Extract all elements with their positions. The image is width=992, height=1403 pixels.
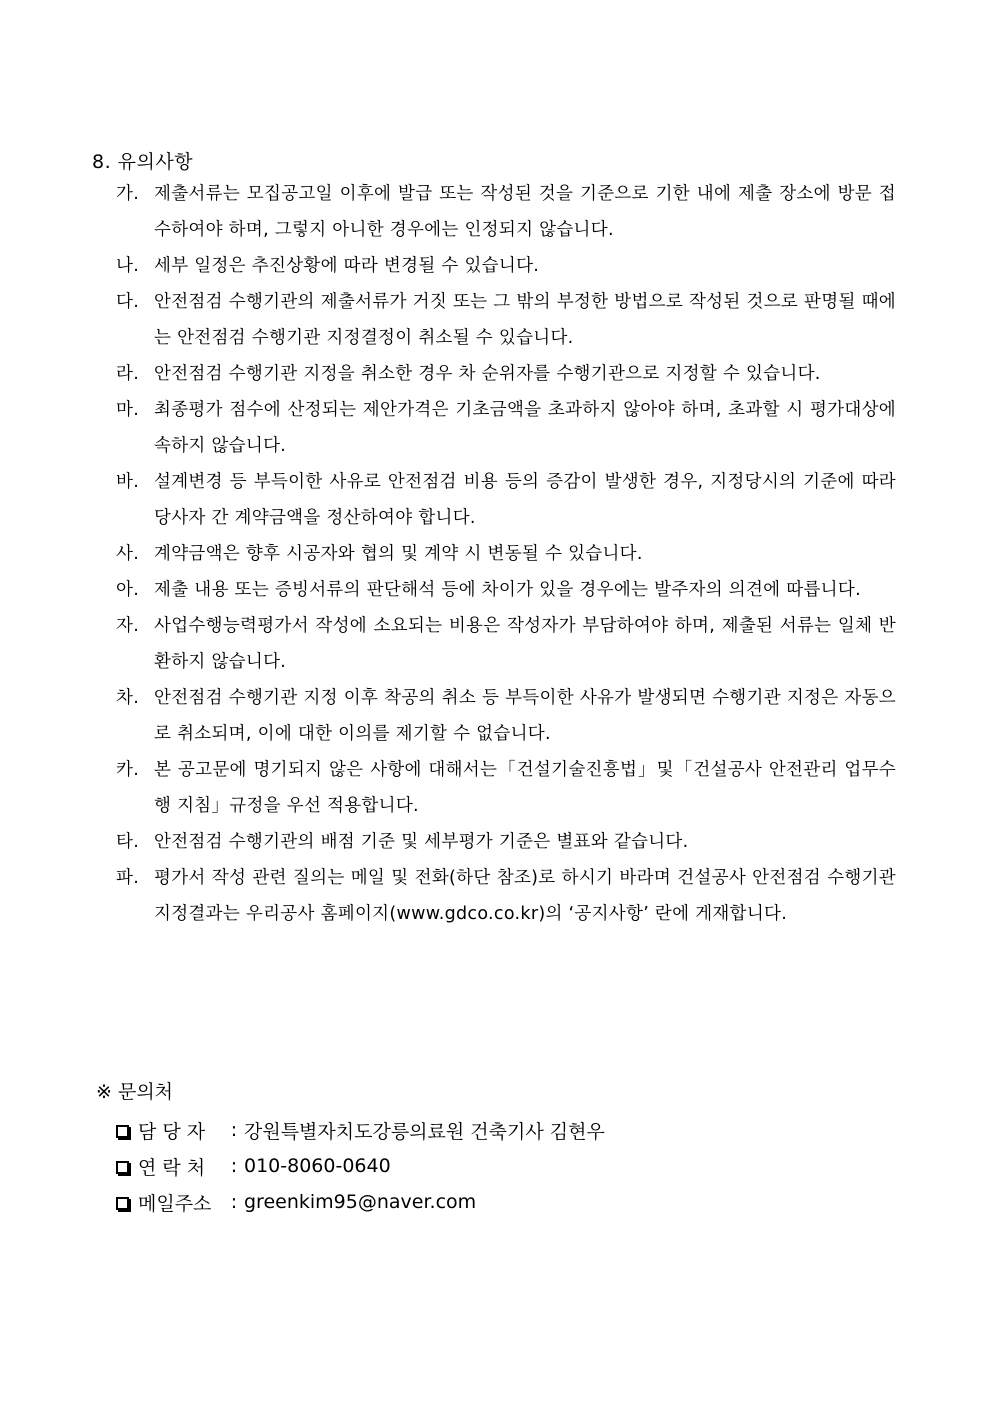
item-text: 안전점검 수행기관 지정 이후 착공의 취소 등 부득이한 사유가 발생되면 수행기관 지정은 자동으로 취소되며, 이에 대한 이의를 제기할 수 없습니다. (154, 688, 896, 744)
list-item (116, 464, 896, 536)
list-item (116, 392, 896, 464)
list-item (116, 356, 896, 392)
item-text: 세부 일정은 추진상황에 따라 변경될 수 있습니다. (154, 256, 540, 276)
item-marker: 라. (116, 364, 140, 384)
item-text: 사업수행능력평가서 작성에 소요되는 비용은 작성자가 부담하여야 하며, 제출된 서류는 일체 반환하지 않습니다. (154, 616, 896, 672)
list-item (116, 176, 896, 248)
checkbox-icon (116, 1197, 129, 1210)
item-marker: 다. (116, 292, 140, 312)
item-marker: 나. (116, 256, 140, 276)
item-marker: 차. (116, 688, 140, 708)
contact-list (116, 1112, 605, 1220)
notice-list (116, 176, 896, 932)
item-text: 제출 내용 또는 증빙서류의 판단해석 등에 차이가 있을 경우에는 발주자의 의견에 따릅니다. (154, 580, 861, 600)
item-text: 안전점검 수행기관 지정을 취소한 경우 차 순위자를 수행기관으로 지정할 수 있습니다. (154, 364, 821, 384)
item-marker: 카. (116, 760, 140, 780)
list-item (116, 680, 896, 752)
list-item (116, 248, 896, 284)
list-item (116, 284, 896, 356)
contact-value: 강원특별자치도강릉의료원 건축기사 김현우 (244, 1120, 605, 1143)
contact-separator: : (230, 1191, 238, 1213)
contact-label: 메일주소 (138, 1192, 212, 1215)
item-marker: 가. (116, 184, 140, 204)
list-item (116, 572, 896, 608)
list-item (116, 860, 896, 932)
item-marker: 타. (116, 832, 140, 852)
item-text: 계약금액은 향후 시공자와 협의 및 계약 시 변동될 수 있습니다. (154, 544, 643, 564)
checkbox-icon (116, 1161, 129, 1174)
item-marker: 마. (116, 400, 140, 420)
contact-row-manager (116, 1112, 605, 1148)
item-text: 안전점검 수행기관의 제출서류가 거짓 또는 그 밖의 부정한 방법으로 작성된 것으로 판명될 때에는 안전점검 수행기관 지정결정이 취소될 수 있습니다. (154, 292, 896, 348)
contact-separator: : (230, 1119, 238, 1141)
item-marker: 바. (116, 472, 140, 492)
checkbox-icon (116, 1125, 129, 1138)
contact-title: ※ 문의처 (96, 1081, 174, 1103)
list-item (116, 824, 896, 860)
list-item (116, 608, 896, 680)
contact-value: greenkim95@naver.com (244, 1191, 477, 1213)
item-text: 설계변경 등 부득이한 사유로 안전점검 비용 등의 증감이 발생한 경우, 지정당시의 기준에 따라 당사자 간 계약금액을 정산하여야 합니다. (154, 472, 896, 528)
item-text: 본 공고문에 명기되지 않은 사항에 대해서는「건설기술진흥법」및「건설공사 안전관리 업무수행 지침」규정을 우선 적용합니다. (154, 760, 896, 816)
item-marker: 파. (116, 868, 140, 888)
list-item (116, 536, 896, 572)
contact-label: 담 당 자 (138, 1120, 206, 1143)
list-item (116, 752, 896, 824)
item-text: 평가서 작성 관련 질의는 메일 및 전화(하단 참조)로 하시기 바라며 건설공사 안전점검 수행기관 지정결과는 우리공사 홈페이지(www.gdco.co.kr)의 ‘공지사항’ 란에 게재합니다. (154, 868, 896, 924)
item-marker: 자. (116, 616, 140, 636)
item-marker: 사. (116, 544, 140, 564)
section-title: 8. 유의사항 (92, 151, 194, 173)
item-text: 최종평가 점수에 산정되는 제안가격은 기초금액을 초과하지 않아야 하며, 초과할 시 평가대상에 속하지 않습니다. (154, 400, 896, 456)
item-text: 안전점검 수행기관의 배점 기준 및 세부평가 기준은 별표와 같습니다. (154, 832, 689, 852)
contact-row-phone (116, 1148, 605, 1184)
contact-row-email (116, 1184, 605, 1220)
item-text: 제출서류는 모집공고일 이후에 발급 또는 작성된 것을 기준으로 기한 내에 제출 장소에 방문 접수하여야 하며, 그렇지 아니한 경우에는 인정되지 않습니다. (154, 184, 896, 240)
contact-separator: : (230, 1155, 238, 1177)
item-marker: 아. (116, 580, 140, 600)
contact-value: 010-8060-0640 (244, 1155, 391, 1177)
contact-label: 연 락 처 (138, 1156, 206, 1179)
